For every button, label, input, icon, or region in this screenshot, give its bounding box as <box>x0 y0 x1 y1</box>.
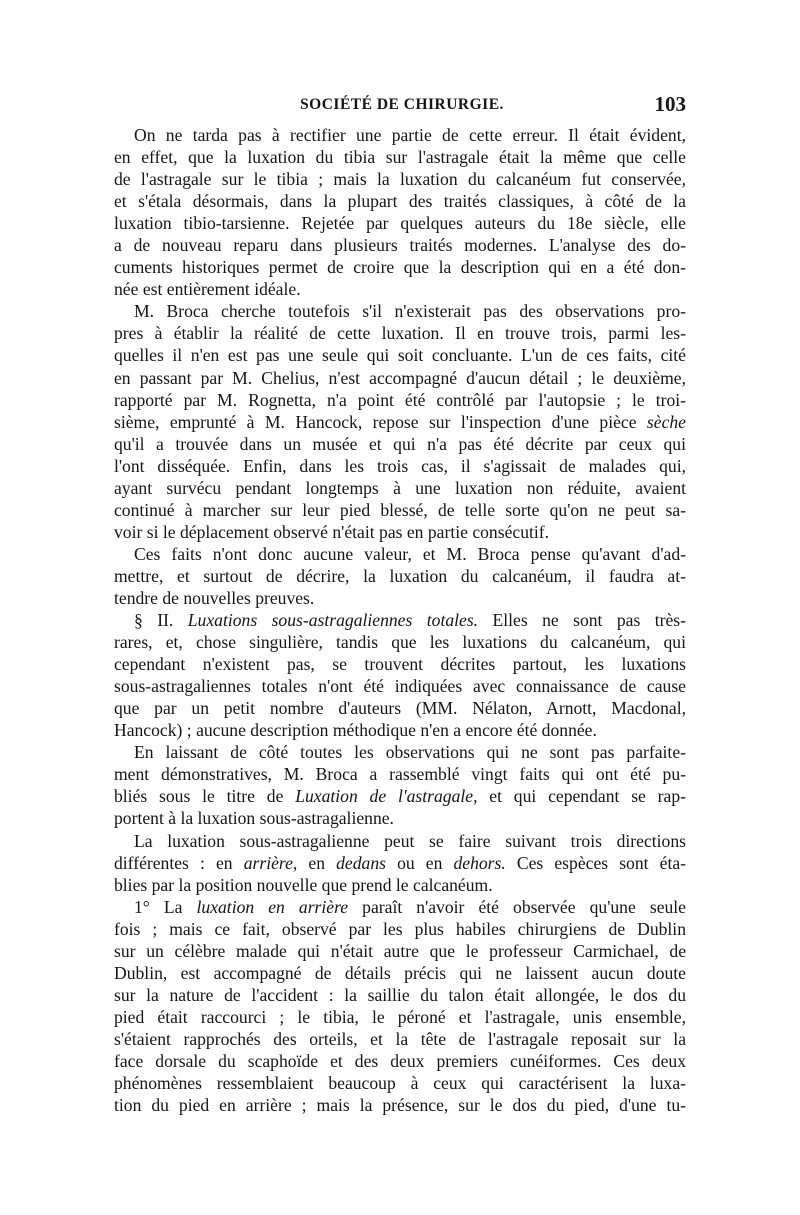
text-line <box>114 984 686 1006</box>
text-segment: mettre, et surtout de décrire, la luxation du calcanéum, il faudra at- <box>114 565 686 586</box>
text-line <box>114 389 686 411</box>
text-segment: bliés sous le titre de <box>114 786 296 807</box>
text-line <box>114 918 686 940</box>
text-segment: § II. <box>134 610 188 631</box>
text-segment: s'étaient rapprochés des orteils, et la tête de l'astragale reposait sur la <box>114 1028 686 1049</box>
text-line <box>114 830 686 852</box>
text-line <box>114 1072 686 1094</box>
italic-text: sèche <box>646 411 686 432</box>
text-line <box>114 212 686 234</box>
text-line <box>114 1050 686 1072</box>
text-segment: a de nouveau reparu dans plusieurs traités modernes. L'analyse des do- <box>114 235 686 256</box>
text-segment: que par un petit nombre d'auteurs (MM. Nélaton, Arnott, Macdonal, <box>114 698 686 719</box>
text-line <box>114 344 686 366</box>
text-segment: Ces faits n'ont donc aucune valeur, et M. Broca pense qu'avant d'ad- <box>134 543 686 564</box>
text-line <box>114 190 686 212</box>
text-segment: tion du pied en arrière ; mais la présence, sur le dos du pied, d'une tu- <box>114 1095 686 1116</box>
text-segment: et s'étala désormais, dans la plupart des traités classiques, à côté de la <box>114 191 686 212</box>
text-segment: phénomènes ressemblaient beaucoup à ceux qui caractérisent la luxa- <box>114 1073 686 1094</box>
running-title: SOCIÉTÉ DE CHIRURGIE. <box>300 96 504 113</box>
text-segment: en <box>297 852 337 873</box>
text-segment: sous-astragaliennes totales n'ont été indiquées avec connaissance de cause <box>114 676 686 697</box>
text-segment: blies par la position nouvelle que prend le calcanéum. <box>114 874 493 895</box>
text-line <box>114 785 686 807</box>
text-line <box>114 609 686 631</box>
text-segment: voir si le déplacement observé n'était pas en partie consécutif. <box>114 521 550 542</box>
text-segment: rares, et, chose singulière, tandis que les luxations du calcanéum, qui <box>114 632 686 653</box>
page-header <box>118 92 686 124</box>
text-segment: ment démonstratives, M. Broca a rassemblé vingt faits qui ont été pu- <box>114 764 686 785</box>
text-line <box>114 675 686 697</box>
text-line <box>114 367 686 389</box>
text-line <box>114 940 686 962</box>
italic-text: arrière, <box>243 852 298 873</box>
text-line <box>114 741 686 763</box>
text-line <box>114 256 686 278</box>
text-segment: On ne tarda pas à rectifier une partie de cette erreur. Il était évident, <box>134 125 686 145</box>
italic-text: luxation en arrière <box>196 896 349 917</box>
text-line <box>114 896 686 918</box>
text-segment: La luxation sous-astragalienne peut se faire suivant trois directions <box>134 830 686 851</box>
text-segment: en effet, que la luxation du tibia sur l'astragale était la même que celle <box>114 147 686 168</box>
text-line <box>114 653 686 675</box>
text-segment: sur un célèbre malade qui n'était autre que le professeur Carmichael, de <box>114 940 686 961</box>
text-line <box>114 300 686 322</box>
text-segment: paraît n'avoir été observée qu'une seule <box>348 896 686 917</box>
text-line <box>114 631 686 653</box>
text-segment: différentes : en <box>114 852 244 873</box>
text-segment: rapporté par M. Rognetta, n'a point été contrôlé par l'autopsie ; le troi- <box>114 389 686 410</box>
text-segment: Hancock) ; aucune description méthodique n'en a encore été donnée. <box>114 720 597 741</box>
text-line <box>114 146 686 168</box>
text-segment: face dorsale du scaphoïde et des deux premiers cunéiformes. Ces deux <box>114 1050 686 1071</box>
text-line <box>114 521 686 543</box>
text-segment: Dublin, est accompagné de détails précis qui ne laissent aucun doute <box>114 962 686 983</box>
text-segment: En laissant de côté toutes les observations qui ne sont pas parfaite- <box>134 742 686 763</box>
text-line <box>114 874 686 896</box>
text-segment: ayant survécu pendant longtemps à une luxation non réduite, avaient <box>114 477 686 498</box>
text-segment: sur la nature de l'accident : la saillie du talon était allongée, le dos du <box>114 984 686 1005</box>
text-segment: luxation tibio-tarsienne. Rejetée par quelques auteurs du 18e siècle, elle <box>114 213 686 234</box>
text-line <box>114 124 686 146</box>
text-segment: ou en <box>385 852 454 873</box>
text-segment: continué à marcher sur leur pied blessé, de telle sorte qu'on ne peut sa- <box>114 499 686 520</box>
text-line <box>114 807 686 829</box>
text-line <box>114 168 686 190</box>
text-segment: cependant n'existent pas, se trouvent décrites partout, les luxations <box>114 654 686 675</box>
text-line <box>114 234 686 256</box>
body-text <box>114 124 686 1116</box>
text-segment: portent à la luxation sous-astragalienne. <box>114 808 394 829</box>
text-line <box>114 322 686 344</box>
text-segment: sième, emprunté à M. Hancock, repose sur l'inspection d'une pièce <box>114 411 647 432</box>
italic-text: dedans <box>336 852 386 873</box>
text-line <box>114 477 686 499</box>
text-segment: tendre de nouvelles preuves. <box>114 587 315 608</box>
italic-text: Luxation de l'astragale, <box>295 786 478 807</box>
page-number: 103 <box>654 92 686 116</box>
text-segment: pied était raccourci ; le tibia, le péroné et l'astragale, unis ensemble, <box>114 1006 686 1027</box>
text-segment: qu'il a trouvée dans un musée et qui n'a pas été décrite par ceux qui <box>114 433 686 454</box>
text-line <box>114 455 686 477</box>
text-line <box>114 499 686 521</box>
text-segment: fois ; mais ce fait, observé par les plus habiles chirurgiens de Dublin <box>114 918 686 939</box>
text-segment: quelles il n'en est pas une seule qui soit concluante. L'un de ces faits, cité <box>114 345 686 366</box>
italic-text: dehors. <box>453 852 506 873</box>
text-segment: et qui cependant se rap- <box>477 786 686 807</box>
text-line <box>114 1006 686 1028</box>
text-line <box>114 697 686 719</box>
text-segment: 1° La <box>134 896 197 917</box>
text-line <box>114 1094 686 1116</box>
text-segment: pres à établir la réalité de cette luxation. Il en trouve trois, parmi les- <box>114 323 686 344</box>
italic-text: Luxations sous-astragaliennes totales. <box>187 610 479 631</box>
text-segment: Elles ne sont pas très- <box>478 610 687 631</box>
text-line <box>114 763 686 785</box>
text-line <box>114 565 686 587</box>
text-segment: de l'astragale sur le tibia ; mais la luxation du calcanéum fut conservée, <box>114 169 686 190</box>
text-line <box>114 411 686 433</box>
text-line <box>114 719 686 741</box>
text-segment: Ces espèces sont éta- <box>505 852 687 873</box>
text-segment: l'ont disséquée. Enfin, dans les trois cas, il s'agissait de malades qui, <box>114 455 686 476</box>
text-line <box>114 852 686 874</box>
text-line <box>114 543 686 565</box>
text-segment: en passant par M. Chelius, n'est accompagné d'aucun détail ; le deuxième, <box>114 367 686 388</box>
text-line <box>114 433 686 455</box>
text-segment: née est entièrement idéale. <box>114 279 301 300</box>
text-segment: M. Broca cherche toutefois s'il n'existerait pas des observations pro- <box>134 301 686 322</box>
text-segment: cuments historiques permet de croire que la description qui en a été don- <box>114 257 686 278</box>
text-line <box>114 587 686 609</box>
text-line <box>114 962 686 984</box>
text-line <box>114 1028 686 1050</box>
text-line <box>114 278 686 300</box>
